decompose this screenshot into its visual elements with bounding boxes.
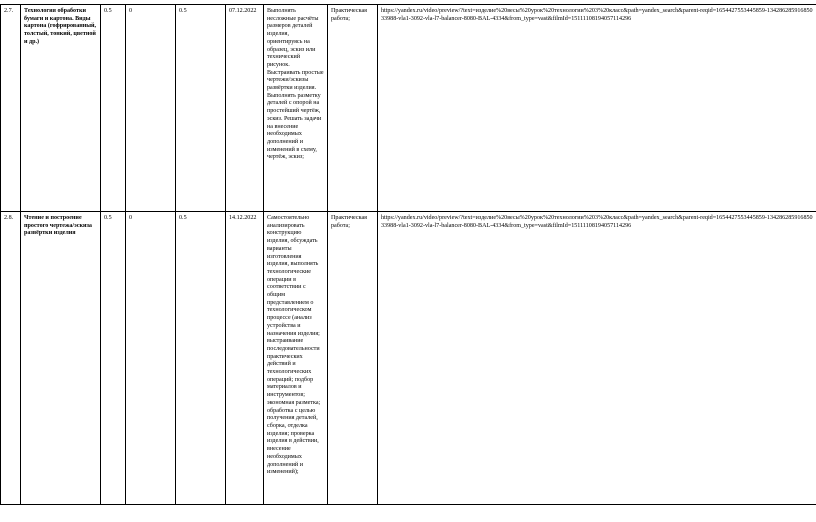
date-cell: 07.12.2022 bbox=[226, 5, 264, 212]
row-number: 2.8. bbox=[1, 212, 21, 505]
hours-total-cell: 0.5 bbox=[101, 5, 126, 212]
hours-control-cell: 0 bbox=[126, 212, 176, 505]
hours-practice-cell: 0.5 bbox=[176, 5, 226, 212]
resource-link[interactable]: https://yandex.ru/video/preview/?text=изделие%20весы%20урок%20технологии%203%20класс&path=yandex_search&parent-reqid=1654427553445859-13428628591685033988-vla1-3092-vla-l7-balancer-8080-BAL-4334&from_type=vast&filmId=15111108194057114296 bbox=[378, 212, 816, 505]
hours-control-cell: 0 bbox=[126, 5, 176, 212]
topic-cell: Технология обработки бумаги и картона. Виды картона (гофрированный, толстый, тонкий, цветной и др.) bbox=[21, 5, 101, 212]
control-type-cell: Практическая работа; bbox=[328, 5, 378, 212]
row-number: 2.7. bbox=[1, 5, 21, 212]
activity-cell: Самостоятельно анализировать конструкцию изделия, обсуждать варианты изготовления изделия, выполнять технологические операции в соответствии с общим представлением о технологическом процессе (анализ устройства и назначения изделия; выстраивание последовательности практических действий и технологических операций; подбор материалов и инструментов; экономная разметка; обработка с целью получения деталей, сборка, отделка изделия; проверка изделия в действии, внесение необходимых дополнений и изменений); bbox=[264, 212, 328, 505]
table-row bbox=[1, 5, 816, 212]
hours-total-cell: 0.5 bbox=[101, 212, 126, 505]
resource-link[interactable]: https://yandex.ru/video/preview/?text=изделие%20весы%20урок%20технологии%203%20класс&path=yandex_search&parent-reqid=1654427553445859-13428628591685033988-vla1-3092-vla-l7-balancer-8080-BAL-4334&from_type=vast&filmId=15111108194057114296 bbox=[378, 5, 816, 212]
activity-cell: Выполнять несложные расчёты размеров деталей изделия, ориентируясь на образец, эскиз или технический рисунок. Выстраивать простые чертежи/эскизы развёртки изделия. Выполнять разметку деталей с опорой на простейший чертёж, эскиз. Решать задачи на внесение необходимых дополнений и изменений в схему, чертёж, эскиз; bbox=[264, 5, 328, 212]
table-row bbox=[1, 212, 816, 505]
topic-cell: Чтение и построение простого чертежа/эскиза развёртки изделия bbox=[21, 212, 101, 505]
hours-practice-cell: 0.5 bbox=[176, 212, 226, 505]
date-cell: 14.12.2022 bbox=[226, 212, 264, 505]
control-type-cell: Практическая работа; bbox=[328, 212, 378, 505]
lesson-plan-table bbox=[0, 4, 816, 505]
